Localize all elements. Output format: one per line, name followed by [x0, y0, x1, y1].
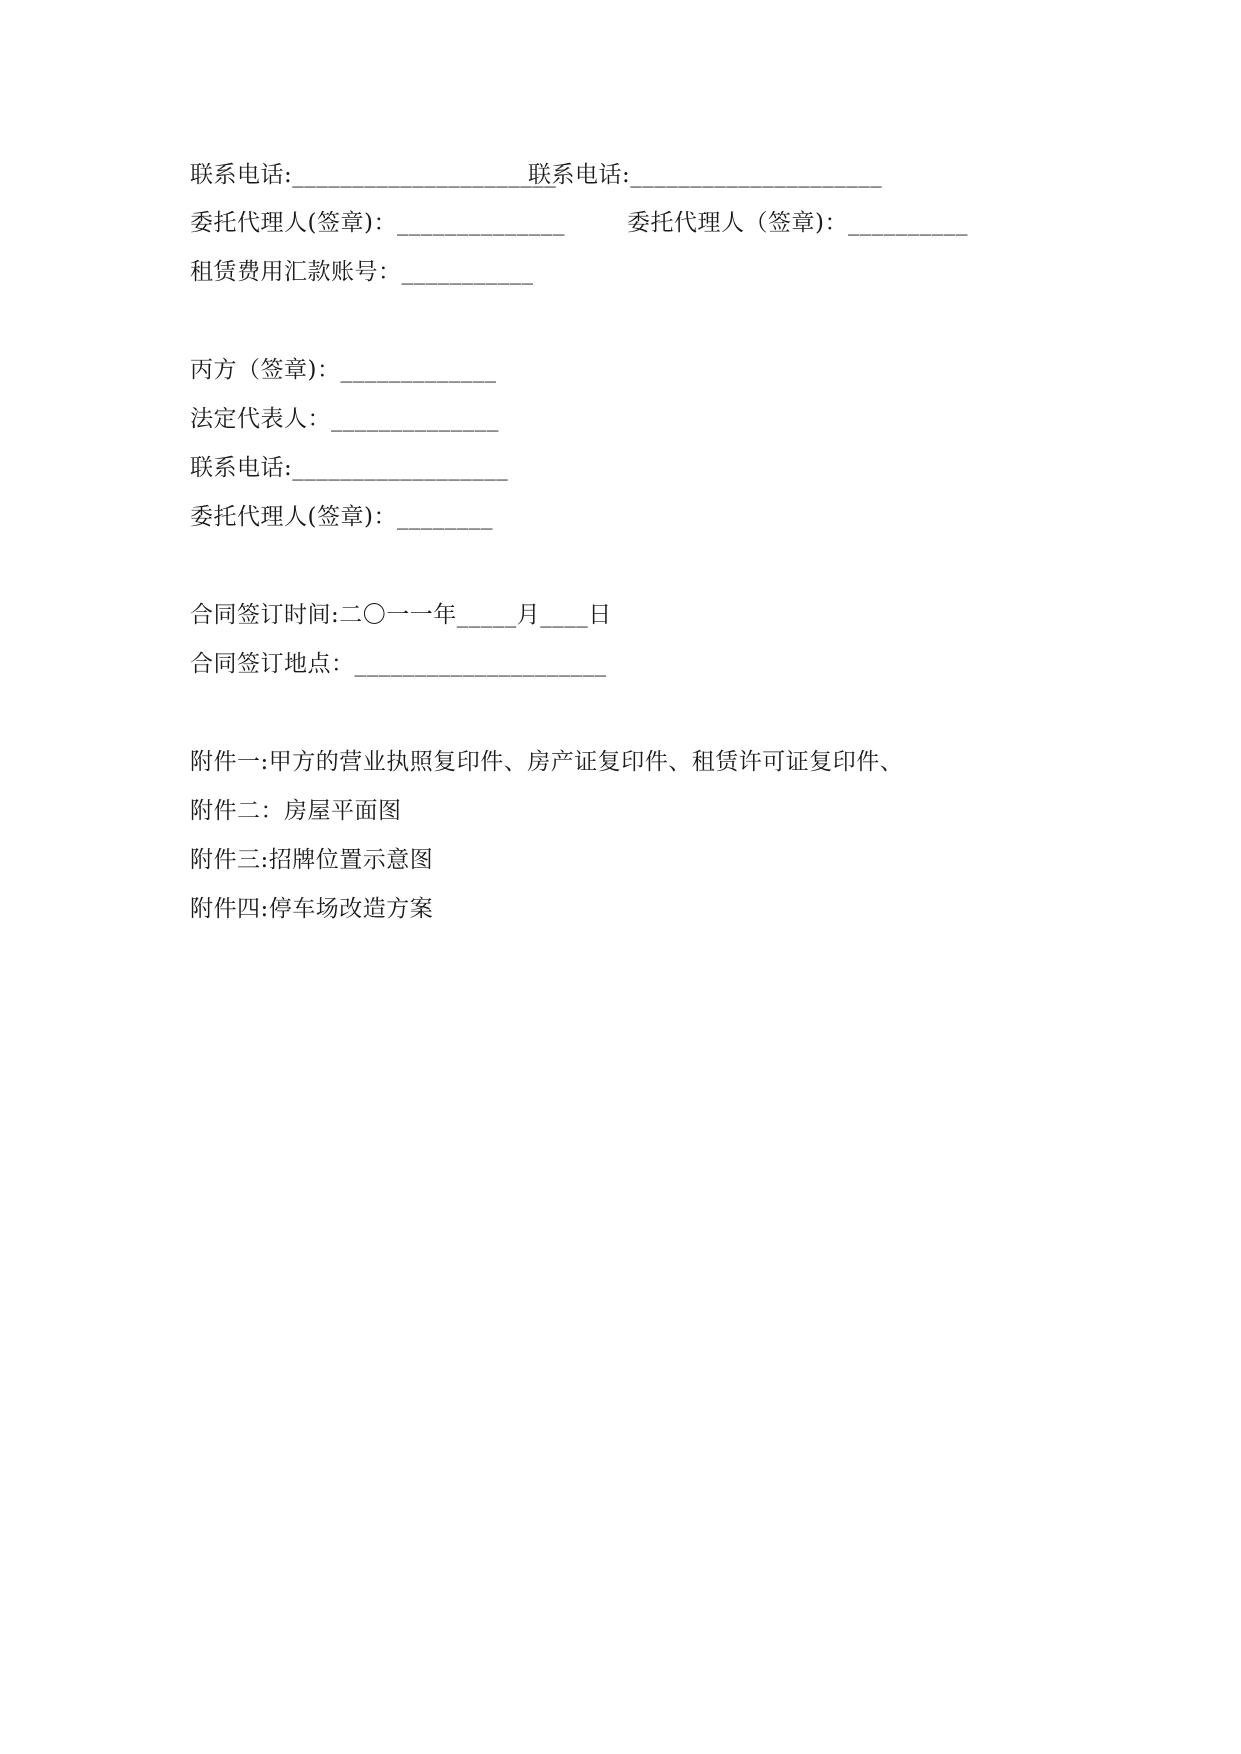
attachment-2: 附件二：房屋平面图 — [190, 798, 402, 824]
signing-place: 合同签订地点：_____________________ — [190, 651, 607, 677]
party-b-phone-right: 联系电话:_____________________ — [528, 162, 883, 188]
attachment-1: 附件一:甲方的营业执照复印件、房产证复印件、租赁许可证复印件、 — [190, 749, 904, 775]
party-b-phone-left: 联系电话:______________________ — [190, 162, 557, 188]
party-c-seal: 丙方（签章)：_____________ — [190, 357, 497, 383]
party-b-agent-right: 委托代理人（签章)：__________ — [627, 210, 968, 236]
party-c-agent: 委托代理人(签章)：________ — [190, 504, 493, 530]
attachment-3: 附件三:招牌位置示意图 — [190, 847, 434, 873]
signing-time: 合同签订时间:二〇一一年_____月____日 — [190, 602, 612, 628]
party-c-phone: 联系电话:__________________ — [190, 455, 509, 481]
attachment-4: 附件四:停车场改造方案 — [190, 896, 434, 922]
party-b-account: 租赁费用汇款账号：___________ — [190, 259, 534, 285]
party-b-agent-left: 委托代理人(签章)：______________ — [190, 210, 565, 236]
party-c-legal-rep: 法定代表人：______________ — [190, 406, 499, 432]
